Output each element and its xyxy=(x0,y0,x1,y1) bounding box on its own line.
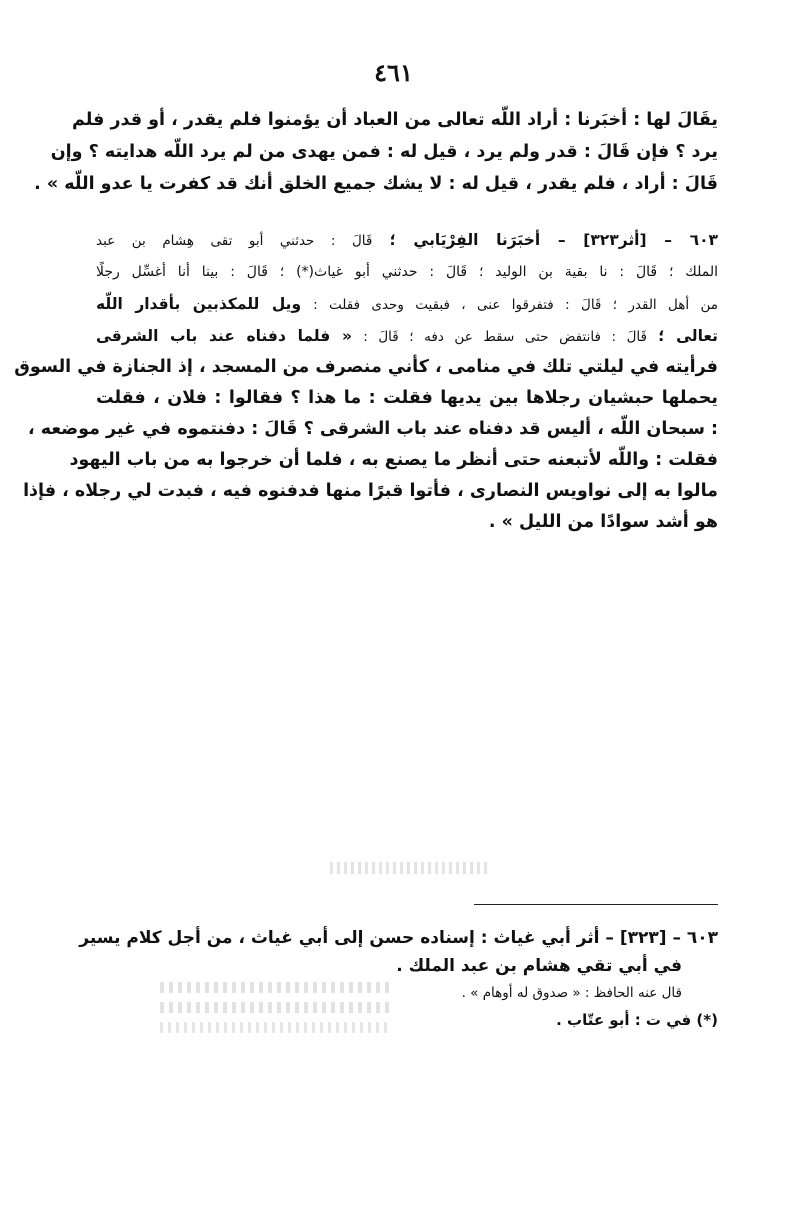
bleed-through-mark xyxy=(330,862,490,874)
paragraph-2-line-6: يحملها حبشيان رجلاها بين يديها فقلت : ما هذا ؟ فقالوا : فلان ، فقلت xyxy=(96,388,718,408)
paragraph-2-line-8: فقلت : واللّه لأتبعنه حتى أنظر ما يصنع به ، فلما أن خرجوا به من باب اليهود xyxy=(69,450,718,470)
isnad-start: قَالَ : حدثني أبو تقى هِشام بن عبد xyxy=(96,233,373,249)
footnote-1-line-1: ٦٠٣ – [٣٢٣] – أثر أبي غياث : إسناده حسن إلى أبي غياث ، من أجل كلام يسير xyxy=(79,928,718,948)
paragraph-2-line-4 xyxy=(96,320,718,352)
paragraph-1-line-1: يقَالَ لها : أخبَرنا : أراد اللّه تعالى من العباد أن يؤمنوا فلم يقدر ، أو قدر فلم xyxy=(72,110,718,130)
footnote-star: (*) في ت : أبو عتّاب . xyxy=(556,1011,718,1029)
woe-phrase: ويل للمكذبين بأقدار اللّه xyxy=(96,295,302,313)
footnote-1-line-2: في أبي تقي هشام بن عبد الملك . xyxy=(396,956,682,976)
athar-heading: ٦٠٣ – [أثر٣٢٣] – أخبَرَنا الفِرْيَابي ؛ xyxy=(389,231,718,249)
taala-word: تعالى ؛ xyxy=(658,327,718,345)
footnotes xyxy=(79,924,718,1034)
quote-start: « فلما دفناه عند باب الشرقى xyxy=(96,327,352,345)
paragraph-1 xyxy=(34,104,718,200)
paragraph-1-line-3: قَالَ : أراد ، فلم يقدر ، قيل له : لا يشك جميع الخلق أنك قد كفرت يا عدو اللّه » . xyxy=(34,174,718,194)
narration-thin: قَالَ : فانتفض حتى سقط عن دفه ؛ قَالَ : xyxy=(363,329,647,345)
paragraph-1-line-2: يرد ؟ فإن قَالَ : قدر ولم يرد ، قيل له : فمن يهدى من لم يرد اللّه هدايته ؟ وإن xyxy=(50,142,718,162)
paragraph-2 xyxy=(14,224,719,538)
paragraph-2-line-10: هو أشد سوادًا من الليل » . xyxy=(488,512,718,532)
footnote-1-line-3: قال عنه الحافظ : « صدوق له أوهام » . xyxy=(461,985,682,1001)
isnad-continued: من أهل القدر ؛ قَالَ : فتفرقوا عنى ، فبقيت وحدى فقلت : xyxy=(313,297,719,313)
paragraph-2-line-9: مالوا به إلى نواويس النصارى ، فأتوا قبرًا منها فدفنوه فيه ، فبدت لي رجلاه ، فإذا xyxy=(23,481,718,501)
page-number: ٤٦١ xyxy=(374,58,413,87)
paragraph-2-line-1 xyxy=(96,224,718,256)
footnote-separator xyxy=(474,904,718,905)
paragraph-2-line-3 xyxy=(96,288,718,320)
paragraph-2-line-5: فرأيته في ليلتي تلك في منامى ، كأني منصرف من المسجد ، إذ الجنازة في السوق xyxy=(14,357,718,377)
paragraph-2-line-7: : سبحان اللّه ، أليس قد دفناه عند باب الشرقى ؟ قَالَ : دفنتموه في غير موضعه ، xyxy=(27,419,718,439)
paragraph-2-line-2: الملك ؛ قَالَ : نا بقية بن الوليد ؛ قَالَ : حدثني أبو غياث(*) ؛ قَالَ : بينا أنا أغسِّل رجلًا xyxy=(96,264,718,280)
